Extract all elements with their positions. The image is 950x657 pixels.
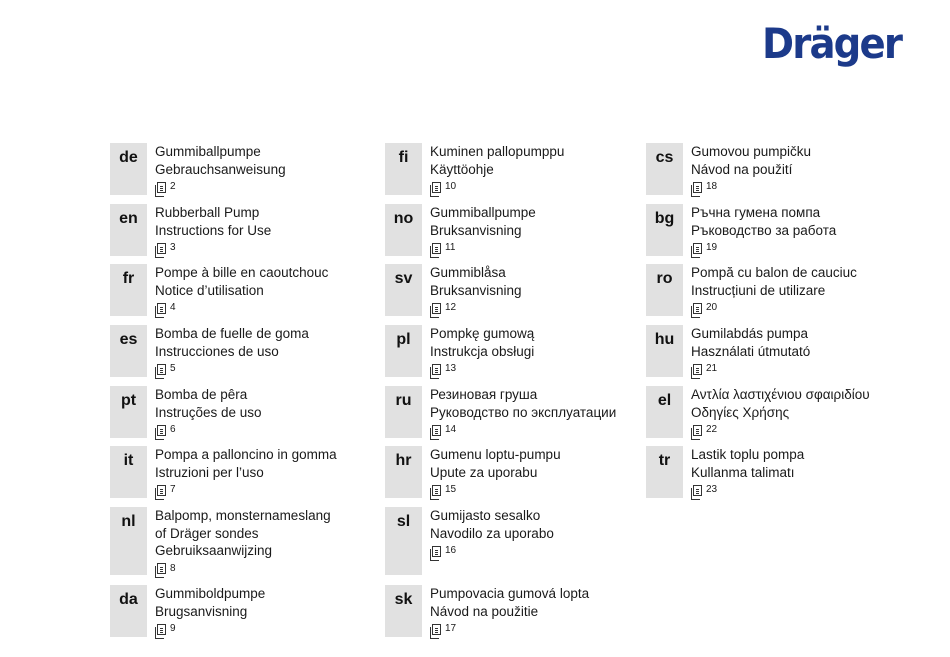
document-icon <box>157 182 166 193</box>
page-number: 4 <box>170 302 176 314</box>
page-number: 8 <box>170 562 176 574</box>
language-code: de <box>110 143 147 195</box>
entry-text <box>155 143 286 196</box>
product-name: Bomba de pêra <box>155 387 248 402</box>
entry-text <box>691 264 857 317</box>
page-number: 11 <box>445 242 456 254</box>
language-code: no <box>385 204 422 256</box>
page-reference[interactable] <box>693 239 836 257</box>
page-reference[interactable] <box>693 360 810 378</box>
page-reference[interactable] <box>432 239 536 257</box>
document-type: Návod na použitie <box>430 603 539 619</box>
page-number: 6 <box>170 424 176 436</box>
page-number: 22 <box>706 424 718 436</box>
entry-text <box>155 264 328 317</box>
product-name: Lastik toplu pompa <box>691 447 805 462</box>
page-number: 12 <box>445 302 457 314</box>
entry-text <box>691 446 804 499</box>
language-entry-bg[interactable] <box>646 204 916 256</box>
page-reference[interactable] <box>693 421 870 439</box>
document-type: Руководство по эксплуатации <box>430 404 617 420</box>
language-entry-hu[interactable] <box>646 325 916 377</box>
entry-text <box>691 386 870 439</box>
language-code: da <box>110 585 147 637</box>
entry-text <box>430 325 534 378</box>
entry-text <box>430 386 616 439</box>
language-code: es <box>110 325 147 377</box>
document-icon <box>157 364 166 375</box>
language-code: tr <box>646 446 683 498</box>
document-icon <box>157 425 166 436</box>
language-entry-it[interactable] <box>110 446 380 498</box>
language-entry-cs[interactable] <box>646 143 916 195</box>
product-name: Pompe à bille en caoutchouc <box>155 265 329 280</box>
document-icon <box>432 485 441 496</box>
product-name: Резиновая груша <box>430 387 538 402</box>
page-number: 7 <box>170 484 176 496</box>
language-entry-fr[interactable] <box>110 264 380 316</box>
document-type: Istruzioni per l’uso <box>155 464 264 480</box>
entry-text <box>155 507 331 578</box>
language-code: fi <box>385 143 422 195</box>
language-code: en <box>110 204 147 256</box>
document-icon <box>693 182 702 193</box>
language-entry-no[interactable] <box>385 204 655 256</box>
entry-text <box>155 585 265 638</box>
document-type: Brugsanvisning <box>155 603 248 619</box>
document-icon <box>432 546 441 557</box>
language-code: sk <box>385 585 422 637</box>
entry-text <box>430 143 564 196</box>
page-reference[interactable] <box>693 178 811 196</box>
page-number: 23 <box>706 484 718 496</box>
page-reference[interactable] <box>157 239 271 257</box>
language-code: cs <box>646 143 683 195</box>
document-type: Bruksanvisning <box>430 282 522 298</box>
language-code: pt <box>110 386 147 438</box>
page-reference[interactable] <box>157 360 309 378</box>
document-type: Návod na použití <box>691 161 793 177</box>
page-reference[interactable] <box>432 620 589 638</box>
document-type: Gebruiksaanwijzing <box>155 543 273 559</box>
document-icon <box>157 624 166 635</box>
document-icon <box>693 243 702 254</box>
language-code: pl <box>385 325 422 377</box>
product-name: Kuminen pallopumppu <box>430 144 565 159</box>
document-icon <box>432 182 441 193</box>
document-icon <box>157 563 166 574</box>
product-name: Gummiballpumpe <box>155 144 261 159</box>
entry-text <box>430 507 554 560</box>
language-code: fr <box>110 264 147 316</box>
page-number: 15 <box>445 484 457 496</box>
document-type: Ръководство за работа <box>691 222 837 238</box>
document-type: Käyttöohje <box>430 161 494 177</box>
product-name: Gummiballpumpe <box>430 205 536 220</box>
product-name: Pompkę gumową <box>430 326 535 341</box>
product-name: Gummiboldpumpe <box>155 586 266 601</box>
language-entry-sl[interactable] <box>385 507 655 575</box>
document-type: Instrucciones de uso <box>155 343 279 359</box>
page-reference[interactable] <box>157 299 328 317</box>
page-number: 13 <box>445 363 457 375</box>
document-type: Navodilo za uporabo <box>430 525 554 541</box>
page-reference[interactable] <box>157 421 262 439</box>
product-name: of Dräger sondes <box>155 525 259 541</box>
language-entry-pl[interactable] <box>385 325 655 377</box>
page-number: 17 <box>445 623 457 635</box>
product-name: Balpomp, monsternameslang <box>155 508 331 523</box>
document-type: Instrucțiuni de utilizare <box>691 282 826 298</box>
language-entry-ro[interactable] <box>646 264 916 316</box>
entry-text <box>155 386 262 439</box>
language-code: el <box>646 386 683 438</box>
entry-text <box>155 446 337 499</box>
language-entry-ru[interactable] <box>385 386 655 438</box>
product-name: Bomba de fuelle de goma <box>155 326 309 341</box>
document-type: Kullanma talimatı <box>691 464 795 480</box>
language-entry-hr[interactable] <box>385 446 655 498</box>
language-entry-sk[interactable] <box>385 585 655 637</box>
page-reference[interactable] <box>432 421 616 439</box>
product-name: Ръчна гумена помпа <box>691 205 821 220</box>
language-code: it <box>110 446 147 498</box>
product-name: Gummiblåsa <box>430 265 506 280</box>
language-entry-da[interactable] <box>110 585 380 637</box>
page-reference[interactable] <box>432 299 522 317</box>
entry-text <box>691 143 811 196</box>
document-type: Upute za uporabu <box>430 464 538 480</box>
document-type: Instruções de uso <box>155 404 262 420</box>
language-entry-de[interactable] <box>110 143 380 195</box>
page-number: 14 <box>445 424 457 436</box>
entry-text <box>430 446 561 499</box>
language-code: hu <box>646 325 683 377</box>
page-number: 21 <box>706 363 718 375</box>
document-type: Instrukcja obsługi <box>430 343 535 359</box>
language-code: nl <box>110 507 147 575</box>
document-icon <box>157 303 166 314</box>
page-reference[interactable] <box>432 481 561 499</box>
entry-text <box>691 204 836 257</box>
language-entry-tr[interactable] <box>646 446 916 498</box>
page-number: 9 <box>170 623 176 635</box>
page-number: 16 <box>445 545 457 557</box>
product-name: Gumijasto sesalko <box>430 508 541 523</box>
language-entry-sv[interactable] <box>385 264 655 316</box>
product-name: Gumovou pumpičku <box>691 144 812 159</box>
page-reference[interactable] <box>432 360 534 378</box>
language-entry-nl[interactable] <box>110 507 380 575</box>
drager-logo: Dräger <box>762 19 902 68</box>
page-reference[interactable] <box>693 299 857 317</box>
page-number: 18 <box>706 181 718 193</box>
language-code: ru <box>385 386 422 438</box>
page-number: 5 <box>170 363 176 375</box>
language-code: hr <box>385 446 422 498</box>
document-icon <box>693 303 702 314</box>
document-icon <box>693 485 702 496</box>
document-type: Notice d’utilisation <box>155 282 264 298</box>
language-entry-en[interactable] <box>110 204 380 256</box>
entry-text <box>430 204 536 257</box>
document-icon <box>157 485 166 496</box>
page-reference[interactable] <box>157 560 331 578</box>
page-number: 2 <box>170 181 176 193</box>
language-code: bg <box>646 204 683 256</box>
entry-text <box>691 325 810 378</box>
product-name: Gumilabdás pumpa <box>691 326 809 341</box>
language-entry-pt[interactable] <box>110 386 380 438</box>
page-reference[interactable] <box>157 620 265 638</box>
document-type: Gebrauchsanweisung <box>155 161 286 177</box>
document-icon <box>157 243 166 254</box>
page-reference[interactable] <box>432 178 564 196</box>
entry-text <box>430 264 522 317</box>
entry-text <box>430 585 589 638</box>
language-entry-el[interactable] <box>646 386 916 438</box>
document-icon <box>693 364 702 375</box>
document-icon <box>432 243 441 254</box>
page-number: 3 <box>170 242 176 254</box>
page-reference[interactable] <box>693 481 804 499</box>
page-number: 19 <box>706 242 718 254</box>
page-number: 10 <box>445 181 457 193</box>
product-name: Rubberball Pump <box>155 205 260 220</box>
page-reference[interactable] <box>157 481 337 499</box>
language-code: sl <box>385 507 422 575</box>
language-entry-es[interactable] <box>110 325 380 377</box>
entry-text <box>155 204 271 257</box>
language-entry-fi[interactable] <box>385 143 655 195</box>
page-reference[interactable] <box>157 178 286 196</box>
document-type: Οδηγίες Χρήσης <box>691 404 790 420</box>
product-name: Αντλία λαστιχένιου σφαιριδίου <box>691 387 870 402</box>
document-type: Instructions for Use <box>155 222 272 238</box>
entry-text <box>155 325 309 378</box>
document-icon <box>432 303 441 314</box>
product-name: Pompa a palloncino in gomma <box>155 447 337 462</box>
product-name: Pompă cu balon de cauciuc <box>691 265 857 280</box>
page-reference[interactable] <box>432 542 554 560</box>
page-number: 20 <box>706 302 718 314</box>
document-icon <box>432 364 441 375</box>
document-type: Használati útmutató <box>691 343 811 359</box>
product-name: Gumenu loptu-pumpu <box>430 447 561 462</box>
document-icon <box>432 624 441 635</box>
language-code: ro <box>646 264 683 316</box>
language-code: sv <box>385 264 422 316</box>
product-name: Pumpovacia gumová lopta <box>430 586 590 601</box>
document-type: Bruksanvisning <box>430 222 522 238</box>
document-icon <box>432 425 441 436</box>
document-icon <box>693 425 702 436</box>
